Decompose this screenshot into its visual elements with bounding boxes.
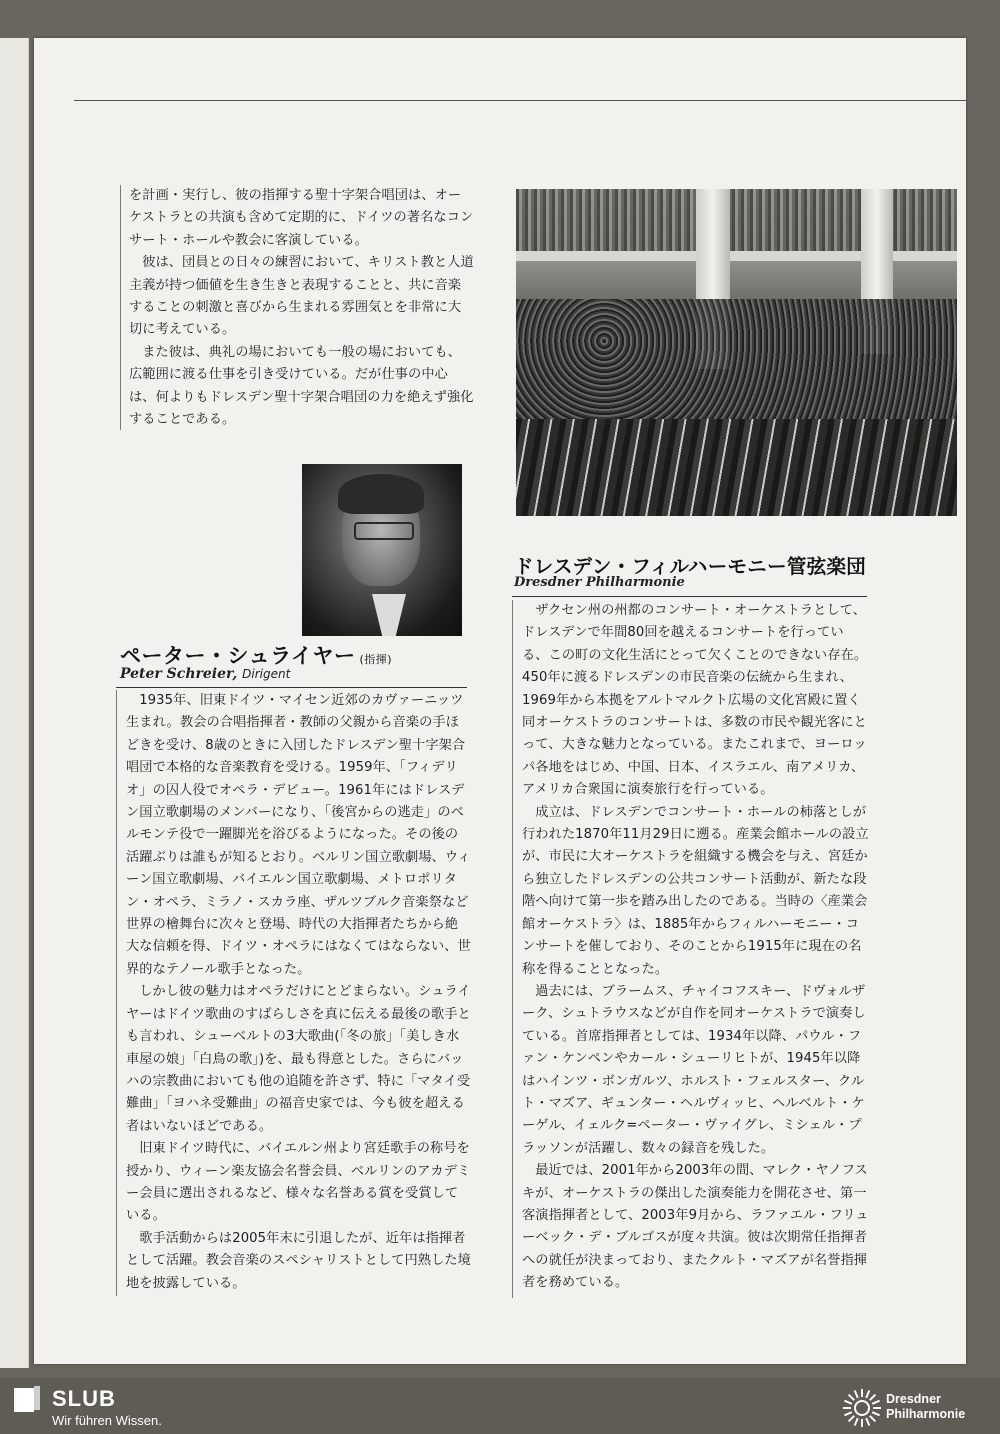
orchestra-brand-line2: Philharmonie [886,1407,966,1421]
concert-hall-photo [516,189,957,516]
paragraph: 歌手活動からは2005年末に引退したが、近年は指揮者として活躍。教会音楽のスペシャリストとして円熟した境地を披露している。 [126,1230,471,1291]
footer-bar [0,1378,1000,1434]
header-rule [74,100,966,101]
audience-crowd [516,299,957,439]
slub-name[interactable]: SLUB [52,1386,116,1411]
paragraph: ザクセン州の州都のコンサート・オーケストラとして、ドレスデンで年間80回を越えるコンサートを行っている、この町の文化生活にとって欠くことのできない存在。450年に渡るドレスデンの市民音楽の伝統から生まれ、1969年から本拠をアルトマルクト広場の文化宮殿に置く同オーケストラのコンサートは、多数の市民や観光客にとって、大きな魅力となっている。またこれまで、ヨーロッパ各地をはじめ、中国、日本、イスラエル、南アメリカ、アメリカ合衆国に演奏旅行を行っている。 [522,603,868,798]
orchestra-stage [516,419,957,516]
paragraph: 最近では、2001年から2003年の間、マレク・ヤノフスキが、オーケストラの傑出した演奏能力を開花させ、第一客演指揮者として、2003年9月から、ラファエル・フリューベック・デ・ブルゴスが度々共演。彼は次期常任指揮者への就任が決まっており、またクルト・マズアが名誉指揮者を務めている。 [522,1163,869,1291]
philharmonie-name-latin: Dresdner Philharmonie [514,575,685,590]
schreier-title: ペーター・シュライヤー [120,644,356,668]
portrait-hair [338,474,424,514]
schreier-name-latin: Peter Schreier, [120,666,238,682]
paragraph: 彼は、団員との日々の練習において、キリスト教と人道主義が持つ価値を生き生きと表現することと、共に音楽することの刺激と喜びから生まれる雰囲気とを非常に大切に考えている。 [129,255,474,338]
orchestra-brand-line1: Dresdner [886,1392,941,1406]
previous-page-edge [0,38,29,1368]
paragraph: 旧東ドイツ時代に、バイエルン州より宮廷歌手の称号を授かり、ウィーン楽友協会名誉会員、ベルリンのアカデミー会員に選出されるなど、様々な名誉ある賞を受賞している。 [126,1141,471,1224]
section-rule [116,687,467,688]
paragraph: しかし彼の魅力はオペラだけにとどまらない。シュライヤーはドイツ歌曲のすばらしさを真に伝える最後の歌手とも言われ、シューベルトの3大歌曲(「冬の旅」「美しき水車屋の娘」「白鳥の歌」)を、最も得意とした。さらにバッハの宗教曲においても他の追随を許さず、特に「マタイ受難曲」「ヨハネ受難曲」の福音史家では、今も彼を超える者はいないほどである。 [126,984,471,1134]
continuation-text-block [120,185,474,430]
paragraph: 1935年、旧東ドイツ・マイセン近郊のカヴァーニッツ生まれ。教会の合唱指揮者・教師の父親から音楽の手ほどきを受け、8歳のときに入団したドレスデン聖十字架合唱団で本格的な音楽教育を受ける。1959年、「フィデリオ」の囚人役でオペラ・デビュー。1961年にはドレスデン国立歌劇場のメンバーになり、「後宮からの逃走」のベルモンテ役で一躍脚光を浴びるようになった。その後の活躍ぶりは誰もが知るとおり。ベルリン国立歌劇場、ウィーン国立歌劇場、バイエルン国立歌劇場、メトロポリタン・オペラ、ミラノ・スカラ座、ザルツブルク音楽祭など世界の檜舞台に次々と登場、時代の大指揮者たちから絶大な信頼を得、ドイツ・オペラにはなくてはならない、世界的なテノール歌手となった。 [126,693,471,977]
philharmonie-title: ドレスデン・フィルハーモニー管弦楽団 [514,555,867,578]
schreier-role-latin: Dirigent [242,667,291,681]
schreier-bio-text [116,690,471,1296]
sunburst-icon[interactable] [842,1388,882,1428]
paragraph: また彼は、典礼の場においても一般の場においても、広範囲に渡る仕事を引き受けている。だが仕事の中心は、何よりもドレスデン聖十字架合唱団の力を絶えず強化することである。 [129,344,474,428]
paragraph: 過去には、ブラームス、チャイコフスキー、ドヴォルザーク、シュトラウスなどが自作を同オーケストラで演奏している。首席指揮者としては、1934年以降、パウル・ファン・ケンペンやカール・シューリヒトが、1945年以降はハインツ・ボンガルツ、ホルスト・フェルスター、クルト・マズア、ギュンター・ヘルヴィッヒ、ヘルベルト・ケーゲル、イェルク=ペーター・ヴァイグレ、ミシェル・プラッソンが活躍し、数々の録音を残した。 [522,983,866,1156]
paragraph: を計画・実行し、彼の指揮する聖十字架合唱団は、オーケストラとの共演も含めて定期的に、ドイツの著名なコンサート・ホールや教会に客演している。 [129,188,474,248]
philharmonie-text [512,600,870,1298]
schreier-role: (指揮) [359,653,393,666]
schreier-subheading [120,666,290,682]
conductor-portrait-photo [302,464,462,636]
slub-tagline: Wir führen Wissen. [52,1413,162,1428]
section-rule [512,596,867,597]
portrait-glasses [354,522,414,540]
book-icon[interactable] [14,1386,40,1414]
portrait-collar [372,594,406,636]
orchestra-brand[interactable] [886,1392,965,1422]
paragraph: 成立は、ドレスデンでコンサート・ホールの柿落としが行われた1870年11月29日に遡る。産業会館ホールの設立が、市民に大オーケストラを組織する機会を与え、宮廷から独立したドレスデンの公共コンサート活動が、新たな段階へ向けて第一歩を踏み出したのである。当時の〈産業会館オーケストラ〉は、1885年からフィルハーモニー・コンサートを催しており、そのことから1915年に現在の名称を得ることとなった。 [522,804,869,977]
